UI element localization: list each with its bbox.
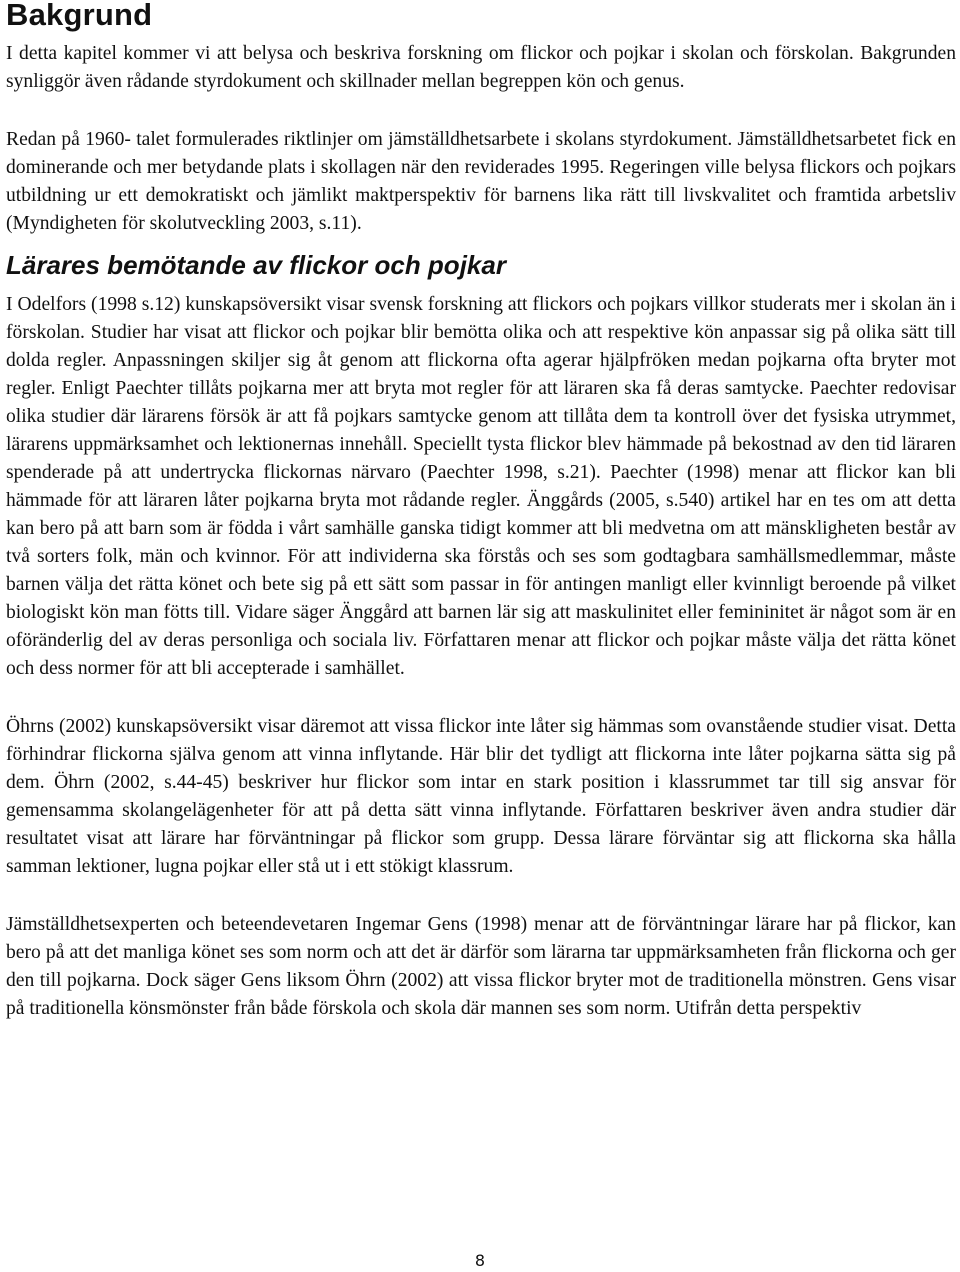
section-subheading: Lärares bemötande av flickor och pojkar [6, 250, 506, 280]
body-paragraph-1: I Odelfors (1998 s.12) kunskapsöversikt visar svensk forskning att flickors och pojkars villkor studerats mer i skolan än i förskolan. Studier har visat att flickor och pojkar blir bemötta olika och att respektive kön anpassar sig på olika sätt till dolda regler. Anpassningen skiljer sig åt genom att flickorna ofta agerar hjälpfröken medan pojkarna ofta bryter mot regler. Enligt Paechter tillåts pojkarna mer att bryta mot regler för att läraren ska få deras samtycke. Paechter redovisar olika studier där lärarens försök är att få pojkars samtycke genom att tillåta dem ta kontroll över det fysiska utrymmet, lärarens uppmärksamhet och lektionernas innehåll. Speciellt tysta flickor blev hämmade på bekostnad av den tid läraren spenderade på att undertrycka flickornas närvaro (Paechter 1998, s.21). Paechter (1998) menar att flickor kan bli hämmade för att läraren låter pojkarna bryta mot rådande regler. Änggårds (2005, s.540) artikel har en tes om att detta kan bero på att barn som är födda i vårt samhälle ganska tidigt kommer att bli medvetna om att mänskligheten består av två sorters folk, män och kvinnor. För att individerna ska förstås och ses som godtagbara samhällsmedlemmar, måste barnen välja det rätta könet och bete sig på ett sätt som passar in för antingen manligt eller kvinnligt beroende på vilket biologiskt kön man fötts till. Vidare säger Änggård att barnen lär sig att maskulinitet eller femininitet är något som är en oföränderlig del av deras personliga och sociala liv. Författaren menar att flickor och pojkar måste välja det rätta könet och dess normer för att bli accepterade i samhället. [6, 294, 956, 679]
intro-paragraph-1: I detta kapitel kommer vi att belysa och beskriva forskning om flickor och pojkar i skolan och förskolan. Bakgrunden synliggör även rådande styrdokument och skillnader mellan begreppen kön och genus. [6, 43, 956, 92]
body-paragraph-3: Jämställdhetsexperten och beteendevetaren Ingemar Gens (1998) menar att de förväntningar lärare har på flickor, kan bero på att det manliga könet ses som norm och att det är därför som lärarna tar uppmärksamheten från flickorna och ger den till pojkarna. Dock säger Gens liksom Öhrn (2002) att vissa flickor bryter mot de traditionella mönstren. Gens visar på traditionella könsmönster från både förskola och skola där mannen ses som norm. Utifrån detta perspektiv [6, 914, 956, 1019]
chapter-heading: Bakgrund [6, 0, 153, 32]
intro-paragraph-2: Redan på 1960- talet formulerades riktlinjer om jämställdhetsarbete i skolans styrdokument. Jämställdhetsarbetet fick en dominerande och mer betydande plats i skollagen när den reviderades 1995. Regeringen ville belysa flickors och pojkars utbildning ur ett demokratiskt och jämlikt maktperspektiv för barnens lika rätt till livskvalitet och framtida arbetsliv (Myndigheten för skolutveckling 2003, s.11). [6, 129, 956, 234]
page-number: 8 [474, 1251, 486, 1270]
body-paragraph-2: Öhrns (2002) kunskapsöversikt visar däremot att vissa flickor inte låter sig hämmas som ovanstående studier visat. Detta förhindrar flickorna själva genom att vinna inflytande. Här blir det tydligt att flickorna inte låter pojkarna sätta sig på dem. Öhrn (2002, s.44-45) beskriver hur flickor som intar en stark position i klassrummet tar till sig ansvar för gemensamma skolangelägenheter för att på detta sätt vinna inflytande. Författaren beskriver även andra studier där resultatet visat att lärare har förväntningar på flickor som grupp. Dessa lärare förväntar sig att flickorna ska hålla samman lektioner, lugna pojkar eller stå ut i ett stökigt klassrum. [6, 716, 956, 877]
document-page [6, 0, 956, 1023]
